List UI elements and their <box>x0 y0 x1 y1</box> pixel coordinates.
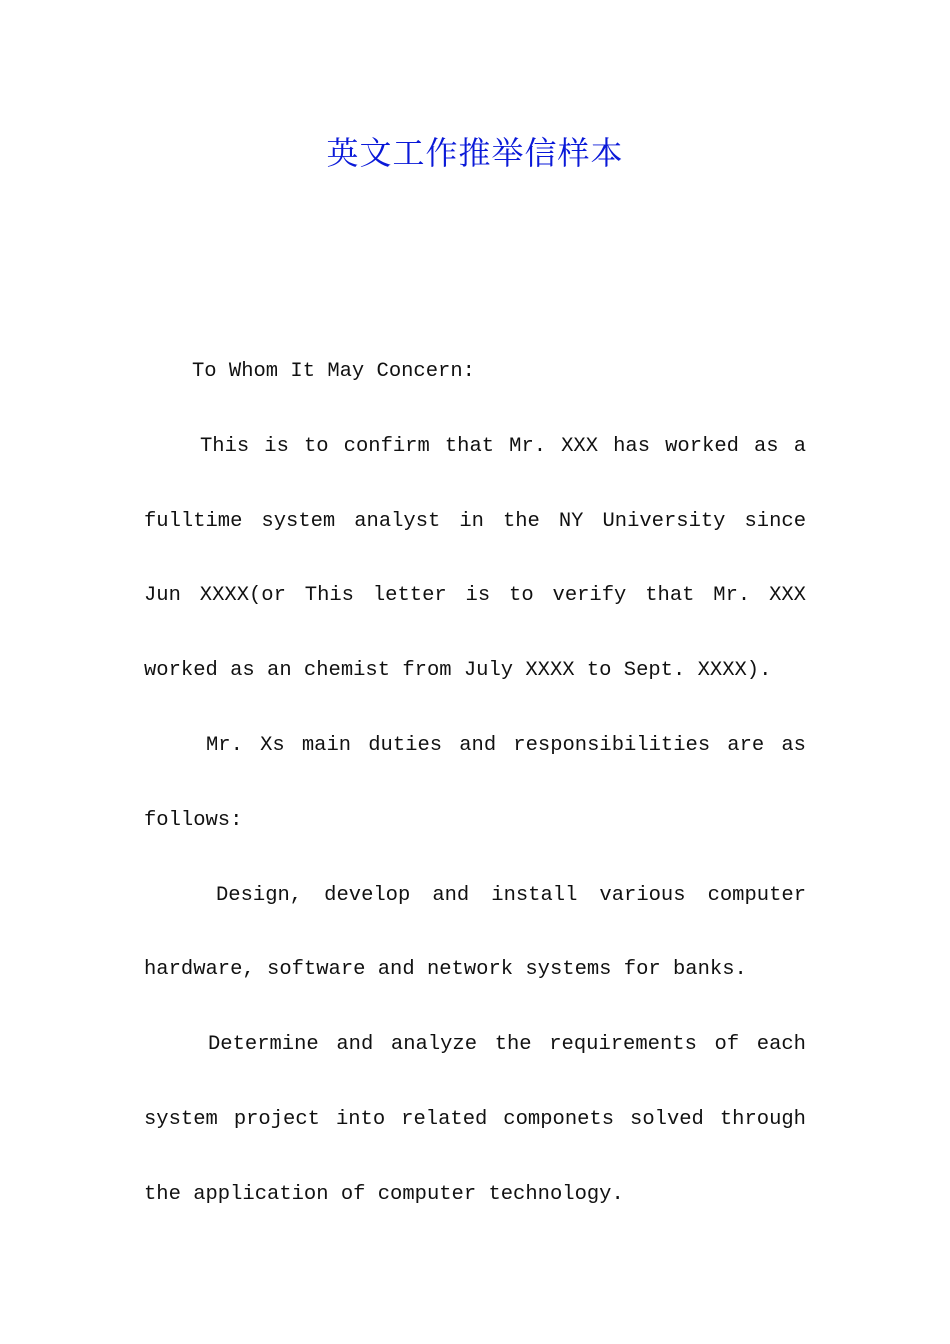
paragraph-duty-analyze: Determine and analyze the requirements of each system project into related componets solved through the application of computer technology. <box>144 1033 806 1206</box>
document-title: 英文工作推举信样本 <box>326 134 624 172</box>
letter-body <box>144 335 806 1233</box>
paragraph-duty-design: Design, develop and install various computer hardware, software and network systems for banks. <box>144 883 806 982</box>
salutation: To Whom It May Concern: <box>192 360 475 383</box>
paragraph-duties-intro: Mr. Xs main duties and responsibilities are as follows: <box>144 733 806 832</box>
paragraph-confirmation: This is to confirm that Mr. XXX has worked as a fulltime system analyst in the NY University since Jun XXXX(or This letter is to verify that Mr. XXX worked as an chemist from July XXXX to Sept. XXXX). <box>144 434 806 683</box>
